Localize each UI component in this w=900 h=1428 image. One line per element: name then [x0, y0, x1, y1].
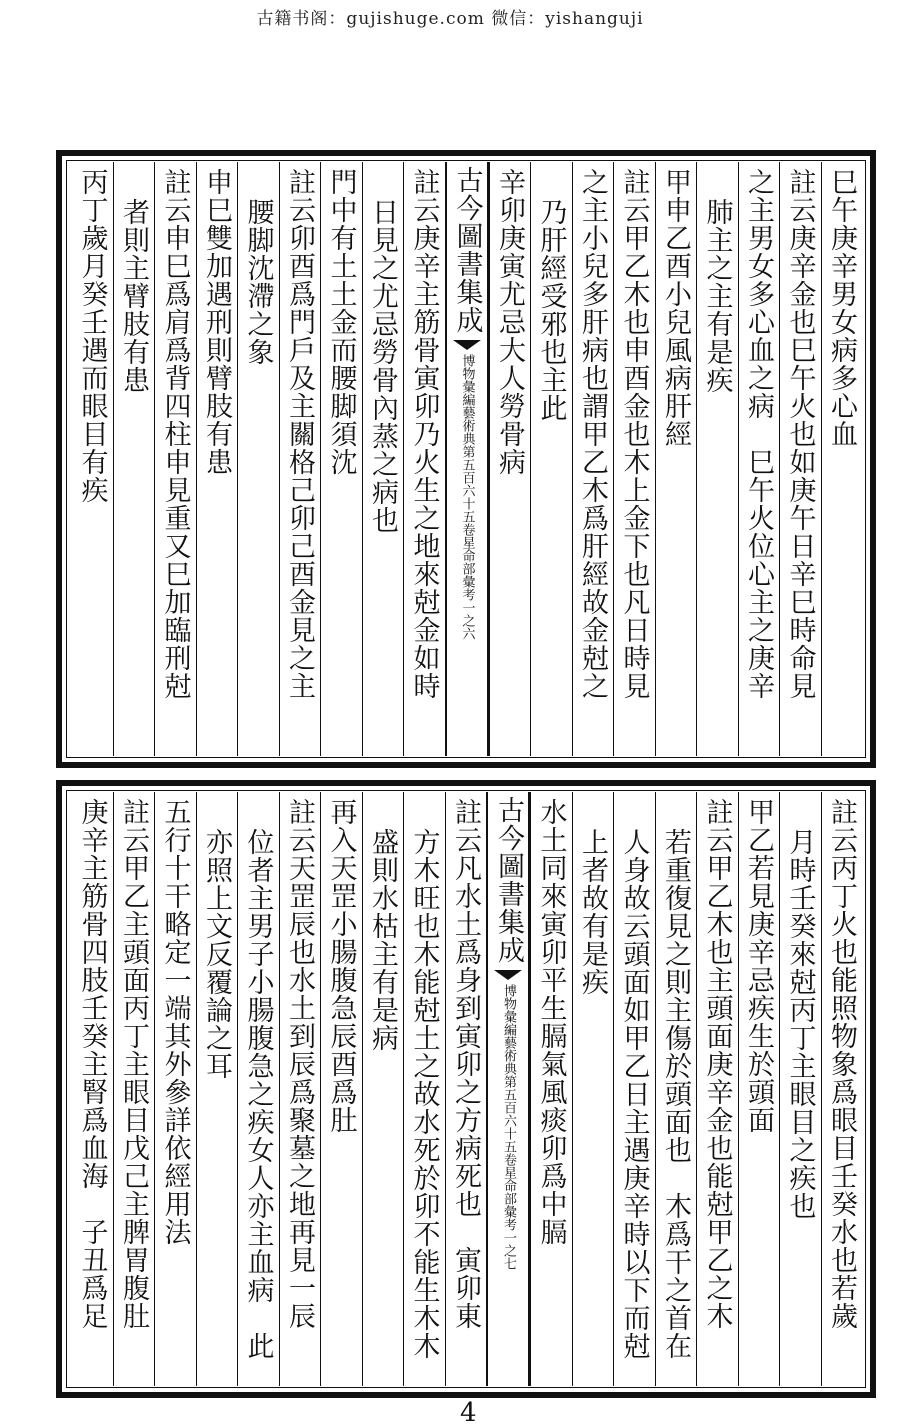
text-column: 上者故有是疾 [572, 792, 614, 1386]
text-column: 巳午庚辛男女病多心血 [821, 162, 863, 756]
text-column: 乃肝經受邪也主此 [530, 162, 572, 756]
text-column: 註云甲乙木也申酉金也木上金下也凡日時見 [613, 162, 655, 756]
text-column: 若重復見之則主傷於頭面也 木爲干之首在 [655, 792, 697, 1386]
book-title: 古今圖書集成 [451, 166, 483, 334]
text-column: 再入天罡小腸腹急辰酉爲肚 [320, 792, 362, 1386]
text-column: 五行十干略定一端其外參詳依經用法 [154, 792, 196, 1386]
section-caption: 博物彙編藝術典第五百六十五卷星命部彙考一之七 [501, 984, 516, 1270]
text-column: 日見之尤忌勞骨內蒸之病也 [362, 162, 404, 756]
text-column: 水土同來寅卯平生膈氣風痰卯爲中膈 [530, 792, 572, 1386]
book-page-bottom [56, 780, 876, 1398]
text-column: 腰脚沈滯之象 [237, 162, 279, 756]
text-column: 庚辛主筋骨四肢壬癸主腎爲血海 子丑爲足 [76, 798, 108, 1330]
text-column: 亦照上文反覆論之耳 [196, 792, 238, 1386]
text-column: 者則主臂肢有患 [113, 162, 155, 756]
page-center-fold [486, 792, 530, 1386]
text-column: 肺主之主有是疾 [696, 162, 738, 756]
fish-tail-mark [453, 340, 481, 350]
text-columns-bottom [70, 792, 862, 1386]
book-title: 古今圖書集成 [493, 796, 524, 964]
site-watermark-header: 古籍书阁：gujishuge.com 微信：yishanguji [256, 9, 644, 29]
text-columns-top [70, 162, 862, 756]
text-column: 申巳雙加遇刑則臂肢有患 [196, 162, 238, 756]
text-column: 位者主男子小腸腹急之疾女人亦主血病 此 [237, 792, 279, 1386]
book-page-top [56, 150, 876, 768]
text-column: 甲乙若見庚辛忌疾生於頭面 [738, 792, 780, 1386]
text-column: 註云甲乙主頭面丙丁主眼目戊己主脾胃腹肚 [113, 792, 155, 1386]
text-column: 丙丁歲月癸壬遇而眼目有疾 [76, 168, 108, 504]
text-column: 註云天罡辰也水土到辰爲聚墓之地再見一辰 [279, 792, 321, 1386]
text-column: 盛則水枯主有是病 [362, 792, 404, 1386]
text-column: 甲申乙酉小兒風病肝經 [655, 162, 697, 756]
text-column: 註云凡水土爲身到寅卯之方病死也 寅卯東 [445, 792, 487, 1386]
text-column: 之主男女多心血之病 巳午火位心主之庚辛 [738, 162, 780, 756]
text-column: 註云庚辛主筋骨寅卯乃火生之地來尅金如時 [403, 162, 445, 756]
fish-tail-mark [494, 970, 522, 980]
text-column: 門中有土土金而腰脚須沈 [320, 162, 362, 756]
text-column: 註云甲乙木也主頭面庚辛金也能尅甲乙之木 [696, 792, 738, 1386]
section-caption: 博物彙編藝術典第五百六十五卷星命部彙考一之六 [459, 354, 475, 640]
text-column: 之主小兒多肝病也謂甲乙木爲肝經故金尅之 [572, 162, 614, 756]
text-column: 註云卯酉爲門戶及主關格己卯己酉金見之主 [279, 162, 321, 756]
text-column: 註云丙丁火也能照物象爲眼目壬癸水也若歲 [821, 792, 863, 1386]
text-column: 方木旺也木能尅土之故水死於卯不能生木木 [403, 792, 445, 1386]
page-center-fold [445, 162, 489, 756]
text-column: 註云庚辛金也巳午火也如庚午日辛巳時命見 [779, 162, 821, 756]
page-number: 4 [460, 1398, 477, 1428]
text-column: 辛卯庚寅尤忌大人勞骨病 [489, 162, 531, 756]
text-column: 人身故云頭面如甲乙日主遇庚辛時以下而尅 [613, 792, 655, 1386]
text-column: 註云申巳爲肩爲背四柱申見重又巳加臨刑尅 [154, 162, 196, 756]
text-column: 月時壬癸來尅丙丁主眼目之疾也 [779, 792, 821, 1386]
